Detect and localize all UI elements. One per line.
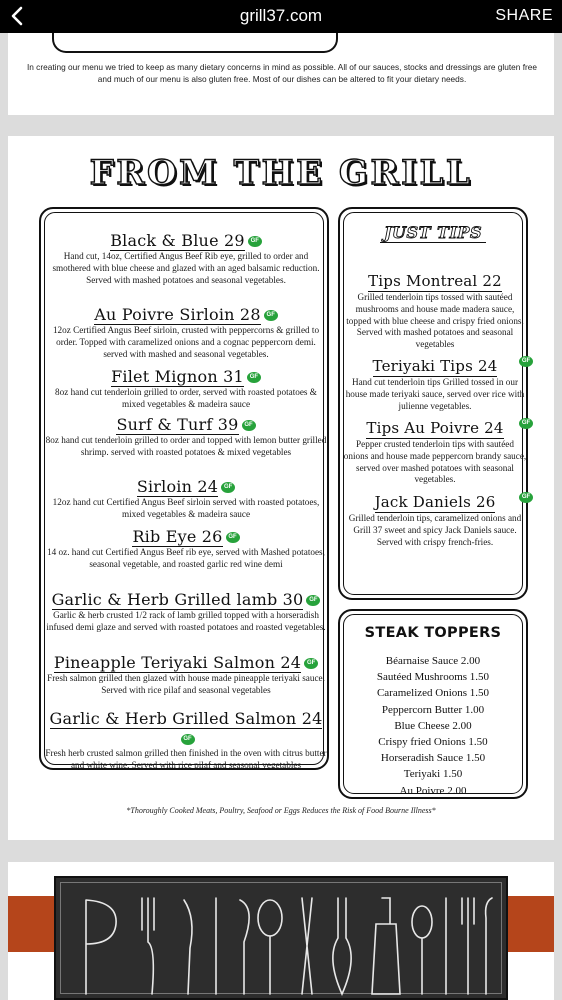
gluten-free-badge-icon: GF: [221, 482, 235, 493]
menu-item-name: Black & Blue 29: [110, 231, 245, 250]
menu-item-name: Pineapple Teriyaki Salmon 24: [53, 653, 302, 672]
menu-item-name: Teriyaki Tips 24: [372, 357, 498, 375]
menu-item: [44, 231, 328, 286]
menu-item-name: Garlic & Herb Grilled lamb 30: [51, 590, 304, 609]
menu-item-desc: Fresh salmon grilled then glazed with house made pineapple teriyaki sauce. Served with rice pilaf and seasonal vegetables: [47, 673, 325, 695]
topper-item: Peppercorn Butter 1.00: [381, 703, 485, 716]
dietary-note: In creating our menu we tried to keep as many dietary concerns in mind as possible. All of our sauces, stocks and dressings are gluten free and much of our menu is also gluten free. Most of our dishes can be altered to fit your dietary needs.: [26, 62, 538, 84]
menu-item: [44, 305, 328, 360]
menu-item-name: Surf & Turf 39: [116, 415, 239, 434]
menu-item-desc: 12oz hand cut Certified Angus Beef sirloin served with roasted potatoes, mixed vegetables & madeira sauce: [52, 497, 320, 519]
browser-top-bar: [0, 0, 562, 33]
menu-item-desc: Pepper crusted tenderloin tips with sautéed onions and house made peppercorn brandy sauce, served over mashed potatoes with seasonal vegetables.: [343, 439, 527, 485]
topper-item: Blue Cheese 2.00: [394, 719, 472, 732]
section-title: FROM THE GRILL: [89, 153, 473, 193]
steak-toppers-list: [340, 653, 526, 799]
gluten-free-badge-icon: GF: [306, 595, 320, 606]
just-tips-title: [340, 223, 526, 242]
menu-image-grill[interactable]: [8, 136, 554, 840]
menu-item-desc: Grilled tenderloin tips tossed with sautéed mushrooms and house made madera sauce, topped with blue cheese and crispy fried onions. Served with mashed potatoes and seasonal vegetables: [346, 292, 524, 350]
chalkboard-utensils-icon: [56, 878, 506, 998]
gluten-free-badge-icon: GF: [226, 532, 240, 543]
menu-item: [44, 653, 328, 697]
orange-stripe-right: [506, 896, 554, 952]
chalkboard-graphic: [54, 876, 508, 1000]
menu-image-intro[interactable]: [8, 33, 554, 115]
topper-item: Sautéed Mushrooms 1.50: [376, 671, 490, 684]
gluten-free-badge-icon: GF: [181, 734, 195, 745]
menu-item-name: Garlic & Herb Grilled Salmon 24: [49, 709, 323, 728]
menu-item-desc: 14 oz. hand cut Certified Angus Beef rib eye, served with Mashed potatoes, seasonal vegetable, and roasted garlic red wine demi: [47, 547, 325, 569]
menu-image-chalkboard[interactable]: [8, 862, 554, 1000]
steak-toppers-title: STEAK TOPPERS: [364, 625, 502, 641]
menu-item-name: Filet Mignon 31: [111, 367, 244, 386]
just-tips-frame: [338, 207, 531, 600]
gluten-free-badge-icon: GF: [242, 420, 256, 431]
topper-item: Béarnaise Sauce 2.00: [385, 655, 481, 667]
menu-item-desc: Hand cut tenderloin tips Grilled tossed in our house made teriyaki sauce, served over rice with julienne vegetables.: [345, 377, 525, 411]
gluten-free-badge-icon: GF: [304, 658, 318, 669]
page-url-title: grill37.com: [239, 6, 323, 25]
menu-item: [343, 271, 527, 351]
menu-item-desc: Fresh herb crusted salmon grilled then finished in the oven with citrus butter and white wine. Served with rice pilaf and seasonal vegetables: [45, 748, 327, 770]
gluten-free-badge-icon: GF: [247, 372, 261, 383]
menu-item-desc: Garlic & herb crusted 1/2 rack of lamb grilled topped with a horseradish infused demi glaze and served with roasted potatoes and roasted vegetables.: [46, 610, 326, 632]
topper-item: Teriyaki 1.50: [403, 768, 463, 781]
menu-item-name: Tips Au Poivre 24: [366, 419, 504, 437]
menu-item-desc: 8oz hand cut tenderloin grilled to order, served with roasted potatoes & mixed vegetables & madeira sauce: [55, 387, 317, 409]
menu-item-name: Jack Daniels 26: [374, 493, 496, 511]
menu-item-desc: Hand cut, 14oz, Certified Angus Beef Rib eye, grilled to order and smothered with blue cheese and glazed with an aged balsamic reduction. Served with mashed potatoes and seasonal vegetables.: [52, 251, 320, 285]
topper-item: Horseradish Sauce 1.50: [380, 752, 486, 765]
menu-item-desc: 8oz hand cut tenderloin grilled to order and topped with lemon butter grilled shrimp. served with roasted potatoes & mixed vegetables: [45, 435, 327, 457]
menu-item: [343, 356, 531, 412]
menu-item: [44, 477, 328, 521]
menu-item: [44, 590, 328, 634]
share-button[interactable]: SHARE: [495, 7, 553, 24]
gluten-free-badge-icon: GF: [519, 356, 533, 367]
menu-item-name: Rib Eye 26: [132, 527, 223, 546]
topper-item: Caramelized Onions 1.50: [376, 687, 490, 700]
grill-items-frame: [39, 207, 329, 770]
topper-item: Crispy fried Onions 1.50: [378, 736, 488, 749]
menu-item-name: Sirloin 24: [136, 477, 219, 496]
menu-item-desc: Grilled tenderloin tips, caramelized onions and Grill 37 sweet and spicy Jack Daniels sauce. Served with crispy french-fries.: [348, 513, 522, 547]
gluten-free-badge-icon: GF: [248, 236, 262, 247]
topper-item: Au Poivre 2.00: [399, 784, 467, 797]
menu-item-name: Tips Montreal 22: [368, 272, 502, 290]
menu-item: [343, 492, 531, 548]
frame-decoration: [52, 33, 338, 53]
menu-item: [44, 415, 328, 459]
menu-item-name: Au Poivre Sirloin 28: [94, 305, 261, 324]
menu-item-desc: 12oz Certified Angus Beef sirloin, crusted with peppercorns & grilled to order. Topped with caramelized onions and a cognac peppercorn demi. served with mashed and seasonal vegetables.: [52, 325, 320, 359]
gluten-free-badge-icon: GF: [519, 418, 533, 429]
menu-item: [343, 418, 531, 486]
menu-item: [44, 709, 328, 772]
just-tips-title-text: JUST TIPS: [380, 223, 486, 243]
menu-item: [44, 527, 328, 571]
food-safety-disclaimer: *Thoroughly Cooked Meats, Poultry, Seafood or Eggs Reduces the Risk of Food Bourne Illness*: [126, 806, 436, 815]
steak-toppers-frame: [338, 609, 528, 799]
menu-item: [44, 367, 328, 411]
gluten-free-badge-icon: GF: [264, 310, 278, 321]
orange-stripe-left: [8, 896, 56, 952]
gluten-free-badge-icon: GF: [519, 492, 533, 503]
